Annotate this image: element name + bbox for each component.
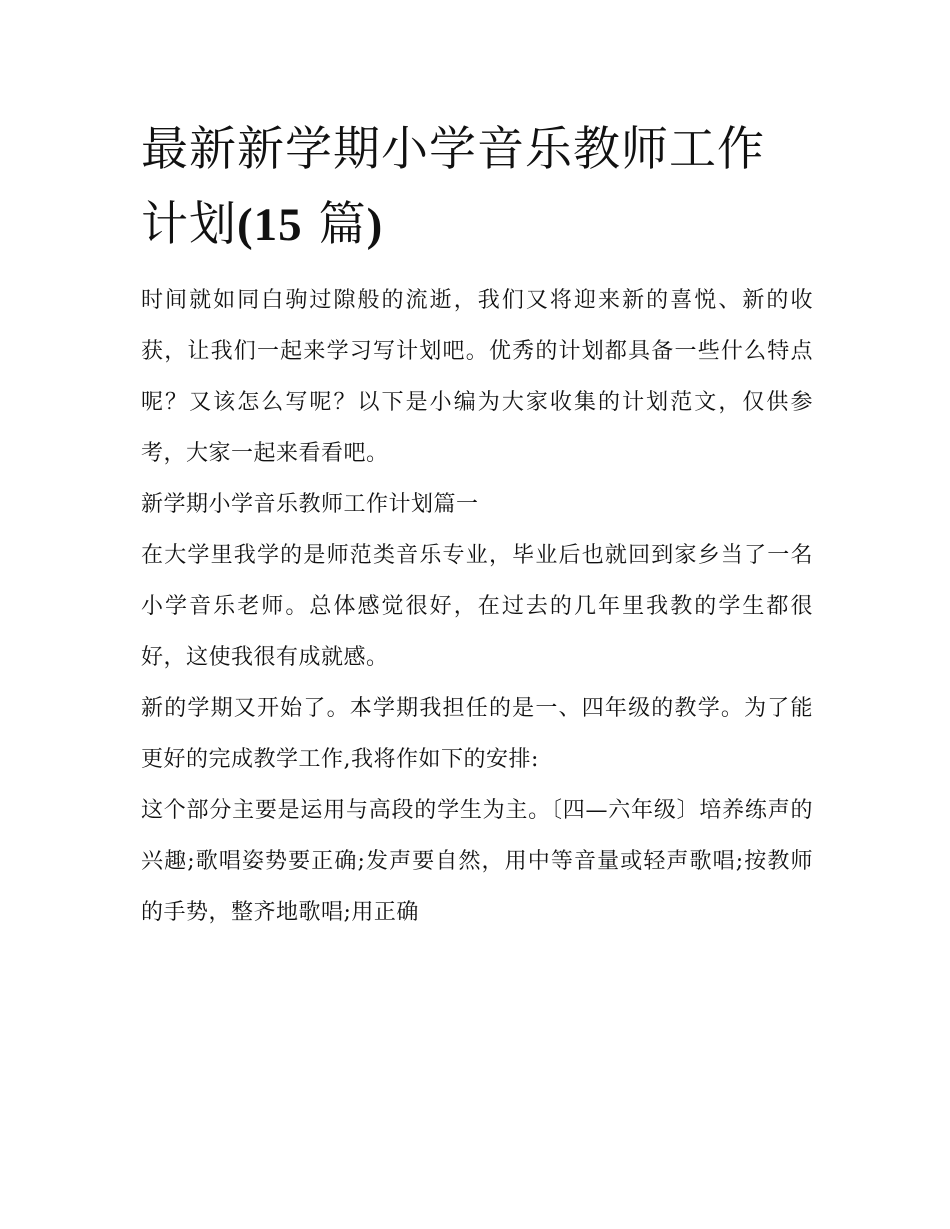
section-heading: 新学期小学音乐教师工作计划篇一 bbox=[141, 492, 479, 517]
title-line-2-number: (15 bbox=[237, 199, 303, 251]
document-body bbox=[141, 275, 813, 938]
title-line-1: 最新新学期小学音乐教师工作 bbox=[141, 122, 765, 177]
intro-paragraph: 时间就如同白驹过隙般的流逝，我们又将迎来新的喜悦、新的收获，让我们一起来学习写计划吧。优秀的计划都具备一些什么特点呢？又该怎么写呢？以下是小编为大家收集的计划范文，仅供参考，大家一起来看看吧。 bbox=[141, 288, 813, 466]
title-line-2-mid: 篇 bbox=[302, 197, 367, 252]
title-line-2-end: ) bbox=[366, 199, 384, 251]
title-line-2-prefix: 计划 bbox=[141, 197, 237, 252]
document-title bbox=[141, 112, 813, 263]
body-paragraph: 新的学期又开始了。本学期我担任的是一、四年级的教学。为了能更好的完成教学工作,我将作如下的安排: bbox=[141, 696, 813, 772]
document-content bbox=[141, 112, 813, 938]
body-paragraph: 在大学里我学的是师范类音乐专业，毕业后也就回到家乡当了一名小学音乐老师。总体感觉很好，在过去的几年里我教的学生都很好，这使我很有成就感。 bbox=[141, 543, 813, 670]
body-paragraph: 这个部分主要是运用与高段的学生为主。〔四—六年级〕培养练声的兴趣;歌唱姿势要正确;发声要自然，用中等音量或轻声歌唱;按教师的手势，整齐地歌唱;用正确 bbox=[141, 798, 813, 925]
